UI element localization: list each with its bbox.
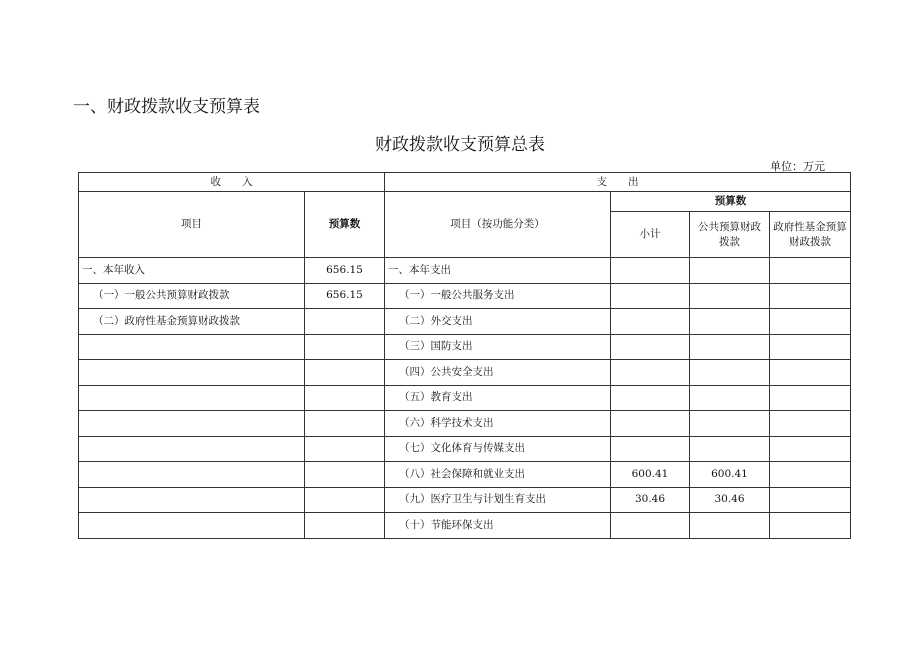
unit-label: 单位：万元: [770, 160, 825, 173]
expense-item-cell: （八）社会保障和就业支出: [385, 462, 611, 488]
fund-budget-cell: [770, 258, 851, 284]
income-amount-cell: 656.15: [305, 258, 385, 284]
income-item-cell: （二）政府性基金预算财政拨款: [79, 309, 305, 335]
expense-item-cell: （二）外交支出: [385, 309, 611, 335]
expense-budget-group-header: 预算数: [611, 192, 851, 212]
fund-budget-header: 政府性基金预算财政拨款: [770, 212, 851, 258]
income-amount-cell: [305, 462, 385, 488]
general-budget-cell: [690, 436, 770, 462]
table-row: [79, 513, 851, 539]
fund-budget-cell: [770, 385, 851, 411]
table-row: [79, 283, 851, 309]
income-item-cell: [79, 334, 305, 360]
fund-budget-cell: [770, 436, 851, 462]
fund-budget-cell: [770, 411, 851, 437]
general-budget-cell: [690, 513, 770, 539]
general-budget-cell: 30.46: [690, 487, 770, 513]
table-row: [79, 309, 851, 335]
table-row: [79, 411, 851, 437]
expense-item-cell: （十）节能环保支出: [385, 513, 611, 539]
subtotal-header: 小计: [611, 212, 690, 258]
income-item-cell: [79, 385, 305, 411]
expense-item-cell: 一、本年支出: [385, 258, 611, 284]
subtotal-cell: [611, 334, 690, 360]
income-amount-cell: [305, 487, 385, 513]
expense-item-cell: （五）教育支出: [385, 385, 611, 411]
subtotal-cell: [611, 258, 690, 284]
subtotal-cell: [611, 411, 690, 437]
income-budget-header: 预算数: [305, 192, 385, 258]
expense-item-cell: （四）公共安全支出: [385, 360, 611, 386]
income-item-cell: [79, 462, 305, 488]
fund-budget-cell: [770, 334, 851, 360]
expense-group-header: 支 出: [385, 173, 851, 192]
income-item-header: 项目: [79, 192, 305, 258]
sub-header-row: [79, 192, 851, 212]
expense-item-cell: （六）科学技术支出: [385, 411, 611, 437]
income-amount-cell: [305, 411, 385, 437]
income-amount-cell: [305, 385, 385, 411]
table-row: [79, 487, 851, 513]
expense-item-cell: （一）一般公共服务支出: [385, 283, 611, 309]
general-budget-cell: [690, 360, 770, 386]
expense-item-cell: （九）医疗卫生与计划生育支出: [385, 487, 611, 513]
subtotal-cell: 30.46: [611, 487, 690, 513]
table-row: [79, 334, 851, 360]
expense-item-cell: （七）文化体育与传媒支出: [385, 436, 611, 462]
income-amount-cell: [305, 309, 385, 335]
income-item-cell: [79, 487, 305, 513]
subtotal-cell: [611, 309, 690, 335]
budget-table: [78, 172, 851, 539]
general-budget-header: 公共预算财政拨款: [690, 212, 770, 258]
subtotal-cell: [611, 436, 690, 462]
subtotal-cell: [611, 513, 690, 539]
income-item-cell: [79, 436, 305, 462]
general-budget-cell: [690, 411, 770, 437]
subtotal-cell: 600.41: [611, 462, 690, 488]
general-budget-cell: [690, 385, 770, 411]
expense-item-header: 项目（按功能分类）: [385, 192, 611, 258]
income-group-header: 收 入: [79, 173, 385, 192]
income-amount-cell: [305, 360, 385, 386]
income-amount-cell: [305, 334, 385, 360]
general-budget-cell: [690, 309, 770, 335]
section-heading: 一、财政拨款收支预算表: [73, 97, 260, 117]
fund-budget-cell: [770, 360, 851, 386]
group-header-row: [79, 173, 851, 192]
income-item-cell: [79, 411, 305, 437]
table-row: [79, 258, 851, 284]
income-item-cell: （一）一般公共预算财政拨款: [79, 283, 305, 309]
income-amount-cell: [305, 513, 385, 539]
income-amount-cell: 656.15: [305, 283, 385, 309]
income-item-cell: [79, 513, 305, 539]
general-budget-cell: [690, 283, 770, 309]
fund-budget-cell: [770, 309, 851, 335]
table-row: [79, 360, 851, 386]
subtotal-cell: [611, 283, 690, 309]
income-item-cell: [79, 360, 305, 386]
table-row: [79, 462, 851, 488]
table-row: [79, 436, 851, 462]
general-budget-cell: 600.41: [690, 462, 770, 488]
expense-item-cell: （三）国防支出: [385, 334, 611, 360]
fund-budget-cell: [770, 487, 851, 513]
income-item-cell: 一、本年收入: [79, 258, 305, 284]
subtotal-cell: [611, 360, 690, 386]
income-amount-cell: [305, 436, 385, 462]
fund-budget-cell: [770, 283, 851, 309]
general-budget-cell: [690, 258, 770, 284]
subtotal-cell: [611, 385, 690, 411]
fund-budget-cell: [770, 462, 851, 488]
table-row: [79, 385, 851, 411]
general-budget-cell: [690, 334, 770, 360]
document-title: 财政拨款收支预算总表: [375, 135, 545, 155]
fund-budget-cell: [770, 513, 851, 539]
